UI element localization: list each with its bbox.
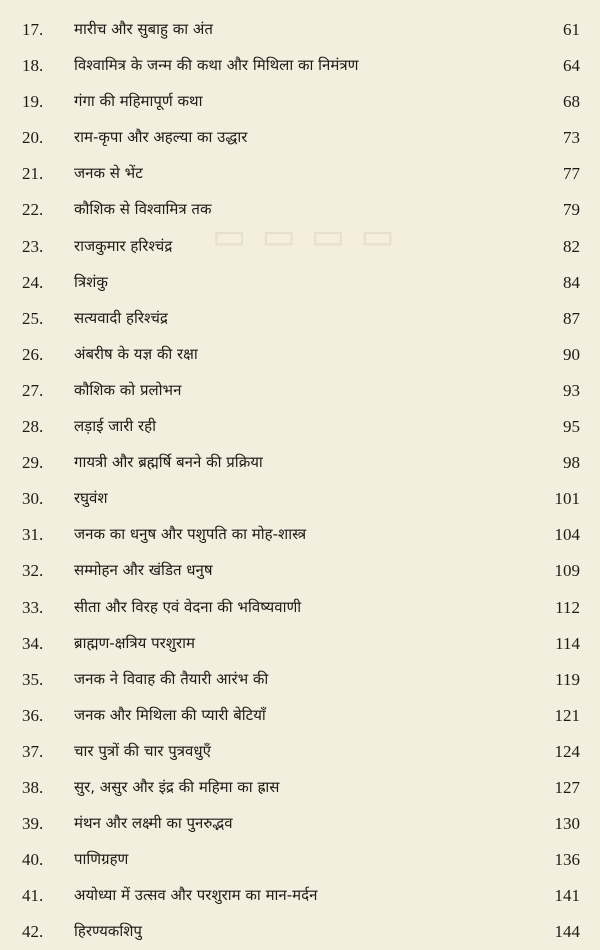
toc-row bbox=[0, 481, 600, 517]
page-number: 77 bbox=[563, 164, 580, 184]
page-number: 130 bbox=[554, 814, 580, 834]
chapter-number: 38. bbox=[22, 777, 44, 797]
chapter-title: सम्मोहन और खंडित धनुष bbox=[74, 561, 213, 580]
toc-row bbox=[0, 662, 600, 698]
chapter-number: 24. bbox=[22, 272, 44, 292]
chapter-number: 32. bbox=[22, 561, 44, 581]
page-number: 87 bbox=[563, 308, 580, 328]
show-through-print: ▭ ▭ ▭ ▭ bbox=[212, 216, 397, 257]
page-number: 127 bbox=[554, 777, 580, 797]
page-number: 124 bbox=[554, 741, 580, 761]
chapter-title: जनक का धनुष और पशुपति का मोह-शास्त्र bbox=[74, 525, 307, 544]
page-number: 61 bbox=[563, 20, 580, 39]
chapter-title: गंगा की महिमापूर्ण कथा bbox=[74, 92, 203, 111]
chapter-title: चार पुत्रों की चार पुत्रवधुएँ bbox=[74, 741, 211, 760]
chapter-title: मारीच और सुबाहु का अंत bbox=[74, 20, 213, 38]
toc-row bbox=[0, 265, 600, 301]
page-number: 112 bbox=[555, 597, 580, 617]
chapter-title: सीता और विरह एवं वेदना की भविष्यवाणी bbox=[74, 597, 302, 616]
toc-row bbox=[0, 229, 600, 265]
page-number: 82 bbox=[563, 236, 580, 256]
page-number: 68 bbox=[563, 92, 580, 112]
toc-row bbox=[0, 409, 600, 445]
page-number: 98 bbox=[563, 453, 580, 473]
chapter-title: कौशिक से विश्वामित्र तक bbox=[74, 200, 212, 219]
chapter-number: 20. bbox=[22, 128, 44, 148]
toc-row bbox=[0, 156, 600, 192]
chapter-number: 36. bbox=[22, 705, 44, 725]
chapter-title: राजकुमार हरिश्चंद्र bbox=[74, 236, 173, 255]
page-number: 104 bbox=[554, 525, 580, 545]
toc-row bbox=[0, 120, 600, 156]
toc-row bbox=[0, 734, 600, 770]
toc-row bbox=[0, 590, 600, 626]
chapter-number: 25. bbox=[22, 308, 44, 328]
toc-row bbox=[0, 373, 600, 409]
chapter-number: 41. bbox=[22, 886, 44, 906]
page-number: 101 bbox=[554, 489, 580, 509]
chapter-number: 17. bbox=[22, 20, 44, 39]
chapter-title: पाणिग्रहण bbox=[74, 850, 129, 869]
chapter-number: 33. bbox=[22, 597, 44, 617]
chapter-title: हिरण्यकशिपु bbox=[74, 922, 142, 941]
page-number: 114 bbox=[555, 633, 580, 653]
chapter-number: 40. bbox=[22, 850, 44, 870]
toc-row bbox=[0, 84, 600, 120]
chapter-number: 34. bbox=[22, 633, 44, 653]
chapter-number: 37. bbox=[22, 741, 44, 761]
chapter-number: 26. bbox=[22, 344, 44, 364]
chapter-title: गायत्री और ब्रह्मर्षि बनने की प्रक्रिया bbox=[74, 453, 263, 472]
chapter-title: ब्राह्मण-क्षत्रिय परशुराम bbox=[74, 633, 195, 652]
page-number: 79 bbox=[563, 200, 580, 220]
chapter-title: मंथन और लक्ष्मी का पुनरुद्भव bbox=[74, 814, 233, 833]
toc-row bbox=[0, 553, 600, 589]
page-number: 95 bbox=[563, 417, 580, 437]
toc-row bbox=[0, 770, 600, 806]
page-number: 119 bbox=[555, 669, 580, 689]
chapter-title: सत्यवादी हरिश्चंद्र bbox=[74, 308, 168, 327]
page-number: 84 bbox=[563, 272, 580, 292]
toc-row bbox=[0, 698, 600, 734]
chapter-number: 23. bbox=[22, 236, 44, 256]
chapter-title: अंबरीष के यज्ञ की रक्षा bbox=[74, 344, 198, 363]
page-number: 136 bbox=[554, 850, 580, 870]
toc-row bbox=[0, 842, 600, 878]
toc-row bbox=[0, 626, 600, 662]
chapter-number: 18. bbox=[22, 56, 44, 76]
page-number: 93 bbox=[563, 380, 580, 400]
chapter-number: 29. bbox=[22, 453, 44, 473]
chapter-number: 42. bbox=[22, 922, 44, 942]
chapter-number: 31. bbox=[22, 525, 44, 545]
table-of-contents bbox=[0, 12, 600, 950]
toc-row bbox=[0, 48, 600, 84]
toc-row bbox=[0, 878, 600, 914]
page-number: 109 bbox=[554, 561, 580, 581]
toc-row bbox=[0, 914, 600, 950]
chapter-title: कौशिक को प्रलोभन bbox=[74, 380, 182, 399]
chapter-number: 30. bbox=[22, 489, 44, 509]
chapter-number: 19. bbox=[22, 92, 44, 112]
toc-row bbox=[0, 301, 600, 337]
chapter-title: जनक से भेंट bbox=[74, 164, 143, 183]
toc-row bbox=[0, 192, 600, 228]
chapter-title: राम-कृपा और अहल्या का उद्धार bbox=[74, 128, 248, 147]
chapter-number: 27. bbox=[22, 380, 44, 400]
page-number: 90 bbox=[563, 344, 580, 364]
chapter-title: रघुवंश bbox=[74, 489, 108, 508]
toc-row bbox=[0, 806, 600, 842]
chapter-number: 28. bbox=[22, 417, 44, 437]
page-number: 121 bbox=[554, 705, 580, 725]
chapter-title: लड़ाई जारी रही bbox=[74, 417, 157, 436]
toc-row bbox=[0, 445, 600, 481]
chapter-number: 21. bbox=[22, 164, 44, 184]
page-number: 141 bbox=[554, 886, 580, 906]
toc-row bbox=[0, 517, 600, 553]
toc-row bbox=[0, 337, 600, 373]
chapter-number: 39. bbox=[22, 814, 44, 834]
chapter-title: विश्वामित्र के जन्म की कथा और मिथिला का निमंत्रण bbox=[74, 56, 359, 75]
chapter-number: 22. bbox=[22, 200, 44, 220]
page-number: 64 bbox=[563, 56, 580, 76]
toc-row bbox=[0, 12, 600, 48]
page-number: 73 bbox=[563, 128, 580, 148]
chapter-number: 35. bbox=[22, 669, 44, 689]
chapter-title: जनक ने विवाह की तैयारी आरंभ की bbox=[74, 669, 269, 688]
chapter-title: जनक और मिथिला की प्यारी बेटियाँ bbox=[74, 705, 266, 724]
page-number: 144 bbox=[554, 922, 580, 942]
chapter-title: त्रिशंकु bbox=[74, 272, 108, 291]
chapter-title: सुर, असुर और इंद्र की महिमा का ह्रास bbox=[74, 777, 280, 796]
chapter-title: अयोध्या में उत्सव और परशुराम का मान-मर्दन bbox=[74, 886, 318, 905]
